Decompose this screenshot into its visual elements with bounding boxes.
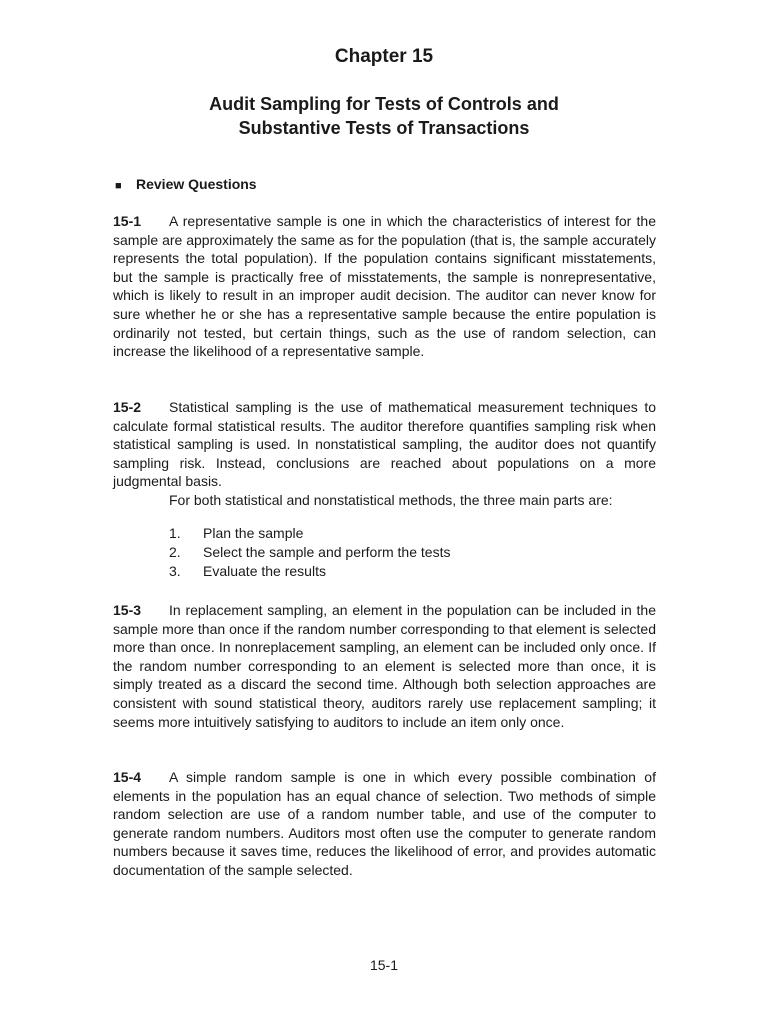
question-text: A simple random sample is one in which every possible combination of elements in the population has an equal chance of selection. Two methods of simple random selection are use of a random number table, and use of the computer to generate random numbers. Auditors most often use the computer to generate random numbers because it saves time, reduces the likelihood of error, and provides automatic documentation of the sample selected. [113, 769, 656, 878]
list-item-text: Evaluate the results [203, 562, 326, 579]
list-item-number: 2. [169, 543, 181, 560]
list-item [113, 524, 656, 543]
question-followup: For both statistical and nonstatistical methods, the three main parts are: [169, 491, 613, 508]
question-15-4 [113, 768, 656, 880]
question-number: 15-4 [113, 769, 142, 785]
list-item-text: Select the sample and perform the tests [203, 543, 451, 560]
numbered-list [113, 524, 656, 581]
question-text: Statistical sampling is the use of mathematical measurement techniques to calculate formal statistical results. The auditor therefore quantifies sampling risk when statistical sampling is used. In nonstatistical sampling, the auditor does not quantify sampling risk. Instead, conclusions are reached about populations on a more judgmental basis. [113, 399, 656, 490]
question-number: 15-2 [113, 399, 142, 415]
chapter-title: Chapter 15 [334, 46, 434, 67]
question-text: In replacement sampling, an element in the population can be included in the sample more than once if the random number corresponding to that element is selected more than once. In nonreplacement sampling, an element can be included only once. If the random number corresponding to an element is selected more than once, it is simply treated as a discard the second time. Although both selection approaches are consistent with sound statistical theory, auditors rarely use replacement sampling; it seems more intuitively satisfying to auditors to include an item only once. [113, 602, 656, 730]
page-number: 15-1 [369, 957, 399, 973]
list-item [113, 562, 656, 581]
list-item-number: 3. [169, 562, 181, 579]
list-item-number: 1. [169, 524, 181, 541]
title-line-2: Substantive Tests of Transactions [238, 118, 530, 138]
question-number: 15-1 [113, 213, 142, 229]
question-15-3 [113, 601, 656, 731]
title-line-1: Audit Sampling for Tests of Controls and [209, 94, 559, 114]
list-item-text: Plan the sample [203, 524, 304, 541]
question-text: A representative sample is one in which the characteristics of interest for the sample are approximately the same as for the population (that is, the sample accurately represents the total population). If the population contains significant misstatements, but the sample is practically free of misstatements, the sample is nonrepresentative, which is likely to result in an improper audit decision. The auditor can never know for sure whether he or she has a representative sample because the entire population is ordinarily not tested, but certain things, such as the use of random selection, can increase the likelihood of a representative sample. [113, 213, 656, 360]
square-bullet-icon: ■ [115, 180, 122, 192]
question-15-1 [113, 212, 656, 361]
document-title [0, 92, 768, 140]
question-number: 15-3 [113, 602, 142, 618]
section-heading-label: Review Questions [136, 176, 257, 192]
section-heading [115, 176, 257, 192]
question-15-2 [113, 398, 656, 581]
list-item [113, 543, 656, 562]
